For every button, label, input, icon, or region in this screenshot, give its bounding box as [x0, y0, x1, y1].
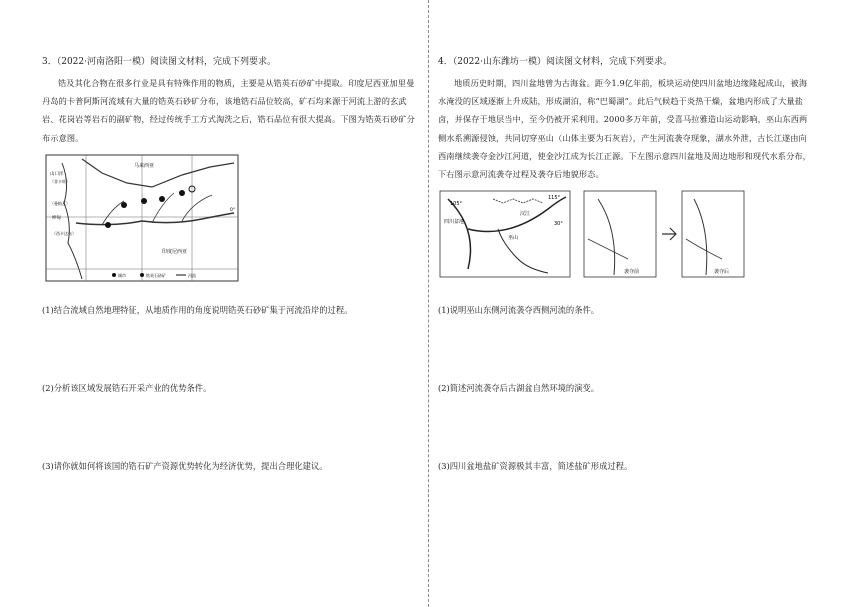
svg-text:马来西亚: 马来西亚 [134, 162, 155, 169]
question-3-header: 3．（2022·河南洛阳一模）阅读图文材料，完成下列要求。 [42, 57, 276, 67]
question-4-part-1: (1)说明巫山东侧河流袭夺西侧河流的条件。 [438, 305, 600, 315]
svg-text:（曼帕瓦）: （曼帕瓦） [50, 200, 70, 206]
question-3 [42, 56, 417, 283]
svg-text:105°: 105° [450, 201, 463, 208]
sichuan-map-and-capture-diagram [438, 189, 748, 281]
question-4-part-3: (3)四川盆地盐矿资源极其丰富，简述盐矿形成过程。 [438, 461, 633, 471]
question-3-part-1: (1)结合流域自然地理特征，从地质作用的角度说明锆英石砂矿集于河流沿岸的过程。 [42, 305, 353, 315]
question-4-part-2: (2)简述河流袭夺后古湖盆自然环境的演变。 [438, 383, 600, 393]
question-3-paragraph: 锆及其化合物在很多行业是具有特殊作用的物质，主要是从锆英石砂矿中提取。印度尼西亚加里曼丹岛的卡普阿斯河流域有大量的锆英石砂矿分布，该地锆石品位较高，矿石均来源于河流上游的玄武岩、花岗岩等岩石的副矿物，经过传统手工方式淘洗之后，锆石品位有很大提高。下图为锆英石砂矿分布示意图。 [42, 78, 415, 143]
svg-text:城市: 城市 [118, 272, 126, 278]
svg-text:30°: 30° [554, 221, 563, 228]
svg-text:115°: 115° [548, 195, 561, 202]
question-4 [438, 56, 813, 281]
svg-text:0°: 0° [230, 207, 236, 213]
svg-text:袭夺前: 袭夺前 [624, 269, 640, 276]
svg-text:袭夺后: 袭夺后 [714, 269, 730, 276]
svg-text:汉江: 汉江 [520, 211, 531, 218]
column-divider [428, 0, 429, 607]
svg-text:坤甸: 坤甸 [52, 215, 61, 221]
question-4-header: 4．（2022·山东潍坊一模）阅读图文材料，完成下列要求。 [438, 57, 672, 67]
svg-text:山口洋: 山口洋 [50, 171, 64, 177]
sichuan-figures [438, 189, 748, 281]
question-3-part-2: (2)分析该区域发展锆石开采产业的优势条件。 [42, 383, 212, 393]
zircon-map-figure [42, 153, 242, 283]
question-4-paragraph: 地质历史时期，四川盆地曾为古海盆。距今1.9亿年前，板块运动使四川盆地边缘隆起成山，被海水淹没的区域逐渐上升成陆，形成湖泊，称“巴蜀湖”。此后气候趋于炎热干燥，盆地内形成了大量盐卤，并保存于地层当中，至今仍被开采利用。2000多万年前，受喜马拉雅造山运动影响，巫山东西两侧水系溯源侵蚀，共同切穿巫山（山体主要为石灰岩），产生河流袭夺现象，湖水外泄，古长江遂由向西南继续袭夺金沙江河道，使金沙江成为长江正源。下左图示意四川盆地及周边地形和现代水系分布，下右图示意河流袭夺过程及袭夺后地貌形态。 [438, 78, 811, 180]
svg-text:锆英石砂矿: 锆英石砂矿 [146, 272, 166, 278]
svg-text:四川盆地: 四川盆地 [444, 219, 465, 226]
question-3-part-3: (3)请你就如何将该国的锆石矿产资源优势转化为经济优势，提出合理化建议。 [42, 461, 328, 471]
svg-text:巫山: 巫山 [508, 235, 519, 242]
svg-text:印度尼西亚: 印度尼西亚 [162, 248, 188, 255]
svg-text:河流: 河流 [188, 272, 196, 278]
zircon-map [42, 153, 242, 283]
svg-text:（非卡旺）: （非卡旺） [50, 178, 70, 184]
svg-text:（西卡达乌）: （西卡达乌） [52, 230, 76, 236]
